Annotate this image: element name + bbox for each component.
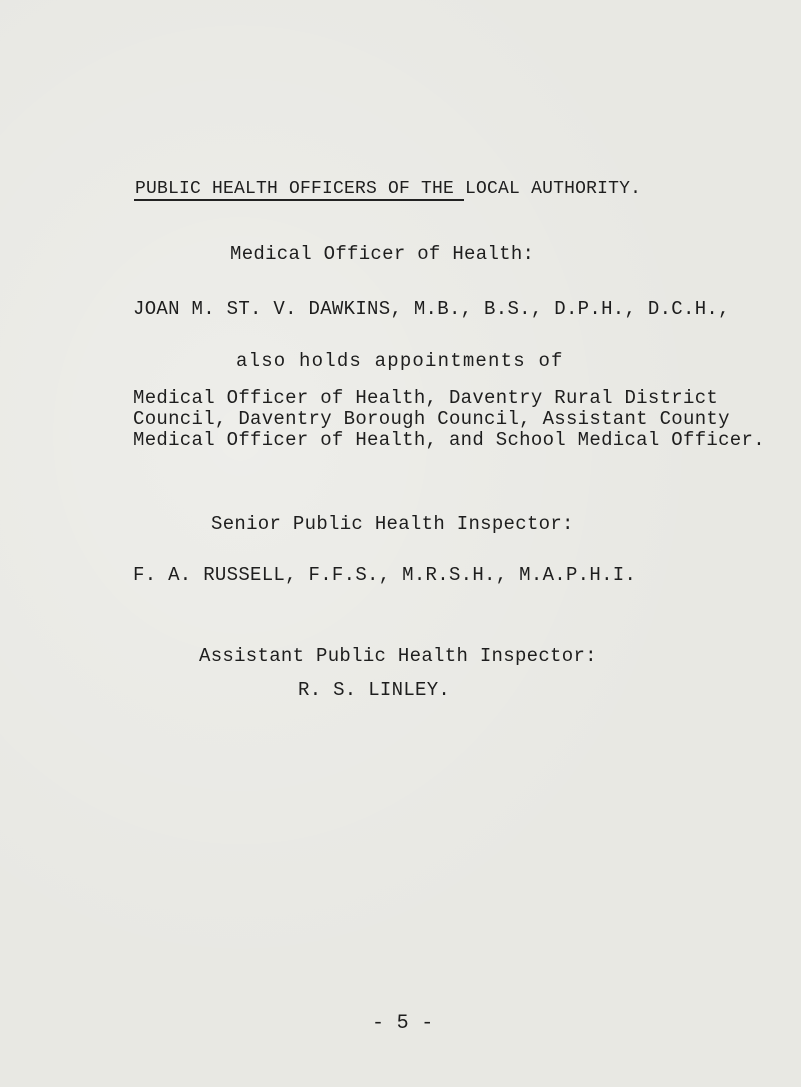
senior-inspector-title: Senior Public Health Inspector: bbox=[211, 513, 574, 535]
heading-underline bbox=[134, 199, 464, 201]
page-heading: PUBLIC HEALTH OFFICERS OF THE LOCAL AUTHORITY. bbox=[135, 179, 642, 199]
appointments-intro: also holds appointments of bbox=[236, 350, 564, 372]
appointment-line: Medical Officer of Health, and School Medical Officer. bbox=[133, 429, 765, 451]
appointment-line: Medical Officer of Health, Daventry Rural District bbox=[133, 387, 719, 409]
page-number: - 5 - bbox=[372, 1012, 434, 1035]
senior-inspector-name: F. A. RUSSELL, F.F.S., M.R.S.H., M.A.P.H.I. bbox=[133, 564, 637, 586]
assistant-inspector-title: Assistant Public Health Inspector: bbox=[199, 645, 597, 667]
appointment-line: Council, Daventry Borough Council, Assistant County bbox=[133, 408, 730, 430]
medical-officer-title: Medical Officer of Health: bbox=[230, 243, 535, 265]
assistant-inspector-name: R. S. LINLEY. bbox=[298, 679, 451, 701]
medical-officer-name: JOAN M. ST. V. DAWKINS, M.B., B.S., D.P.H., D.C.H., bbox=[133, 298, 730, 320]
